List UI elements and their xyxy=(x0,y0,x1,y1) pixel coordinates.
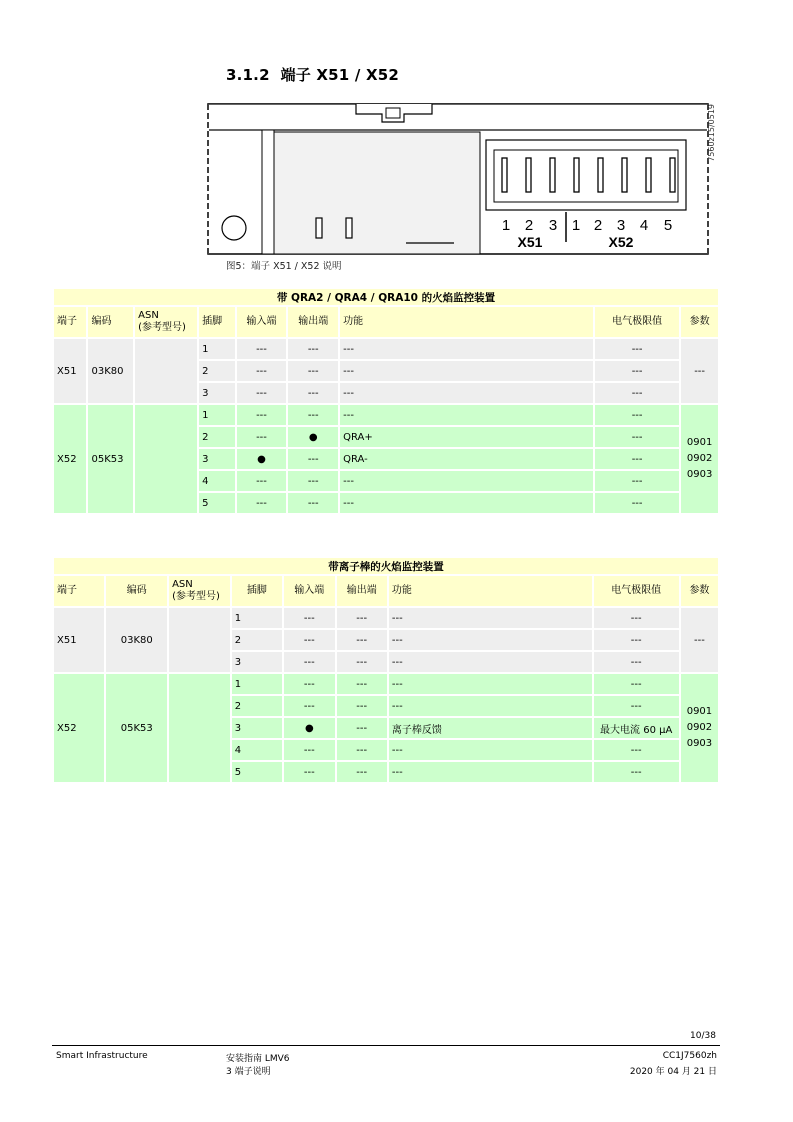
drawing-id: 7560z15/0519 xyxy=(707,104,716,162)
output-cell: --- xyxy=(337,652,387,672)
limit-cell: --- xyxy=(594,696,679,716)
output-cell: --- xyxy=(288,405,338,425)
limit-cell: --- xyxy=(595,427,679,447)
output-cell: --- xyxy=(337,740,387,760)
pin-cell: 1 xyxy=(199,339,235,359)
header-output: 输出端 xyxy=(288,307,338,337)
limit-cell: --- xyxy=(595,339,679,359)
header-function: 功能 xyxy=(340,307,593,337)
limit-cell: --- xyxy=(594,608,679,628)
pin-cell: 3 xyxy=(199,449,235,469)
pin-label: 1 xyxy=(501,217,511,234)
input-cell: --- xyxy=(237,339,287,359)
code-cell: 03K80 xyxy=(106,608,167,672)
pin-label: 4 xyxy=(639,217,649,234)
limit-cell: 最大电流 60 µA xyxy=(594,718,679,738)
function-cell: --- xyxy=(389,762,592,782)
function-cell: --- xyxy=(389,696,592,716)
table-title: 带离子棒的火焰监控装置 xyxy=(54,558,718,574)
pin-label: 3 xyxy=(548,217,558,234)
input-cell: --- xyxy=(237,361,287,381)
header-function: 功能 xyxy=(389,576,592,606)
pin-label: 2 xyxy=(593,217,603,234)
function-cell: QRA+ xyxy=(340,427,593,447)
header-pin: 插脚 xyxy=(232,576,282,606)
asn-cell xyxy=(169,674,230,782)
function-cell: --- xyxy=(389,608,592,628)
function-cell: --- xyxy=(389,630,592,650)
output-cell: --- xyxy=(337,762,387,782)
header-params: 参数 xyxy=(681,576,718,606)
input-cell: --- xyxy=(237,471,287,491)
table-header xyxy=(54,576,718,606)
input-cell: --- xyxy=(237,405,287,425)
params-cell: 0901 0902 0903 xyxy=(681,405,718,513)
function-cell: --- xyxy=(340,471,593,491)
output-cell: --- xyxy=(337,608,387,628)
pin-label: 5 xyxy=(663,217,673,234)
output-cell: --- xyxy=(288,383,338,403)
pin-cell: 1 xyxy=(232,608,282,628)
pin-cell: 5 xyxy=(199,493,235,513)
pin-label: 1 xyxy=(571,217,581,234)
function-cell: --- xyxy=(389,740,592,760)
table-title: 带 QRA2 / QRA4 / QRA10 的火焰监控装置 xyxy=(54,289,718,305)
asn-cell xyxy=(135,405,197,513)
pin-label: 2 xyxy=(524,217,534,234)
output-cell: --- xyxy=(337,696,387,716)
output-cell: --- xyxy=(337,630,387,650)
code-cell: 05K53 xyxy=(88,405,133,513)
function-cell: --- xyxy=(340,383,593,403)
output-cell: --- xyxy=(288,361,338,381)
input-cell: --- xyxy=(284,674,334,694)
terminal-cell: X51 xyxy=(54,608,104,672)
terminal-cell: X52 xyxy=(54,674,104,782)
header-code: 编码 xyxy=(106,576,167,606)
pin-cell: 2 xyxy=(199,427,235,447)
function-cell: --- xyxy=(340,361,593,381)
figure-caption: 图5：端子 X51 / X52 说明 xyxy=(226,261,342,272)
pin-cell: 2 xyxy=(232,696,282,716)
params-cell: --- xyxy=(681,339,718,403)
footer-date: 2020 年 04 月 21 日 xyxy=(629,1067,717,1077)
page-number: 10/38 xyxy=(690,1031,716,1041)
input-cell: --- xyxy=(237,493,287,513)
terminal-table-ionization xyxy=(52,556,720,784)
output-cell: --- xyxy=(288,471,338,491)
function-cell: --- xyxy=(340,405,593,425)
input-cell: --- xyxy=(237,427,287,447)
header-terminal: 端子 xyxy=(54,307,86,337)
limit-cell: --- xyxy=(594,740,679,760)
function-cell: QRA- xyxy=(340,449,593,469)
limit-cell: --- xyxy=(594,630,679,650)
limit-cell: --- xyxy=(595,449,679,469)
header-input: 输入端 xyxy=(237,307,287,337)
input-cell: --- xyxy=(237,383,287,403)
input-cell: --- xyxy=(284,740,334,760)
header-limit: 电气极限值 xyxy=(594,576,679,606)
footer-doc-title: 安装指南 LMV6 xyxy=(226,1054,290,1064)
function-cell: --- xyxy=(340,493,593,513)
connector-x51-label: X51 xyxy=(517,234,543,250)
table-row xyxy=(54,339,718,359)
function-cell: 离子棒反馈 xyxy=(389,718,592,738)
function-cell: --- xyxy=(389,652,592,672)
pin-cell: 3 xyxy=(199,383,235,403)
table-header xyxy=(54,307,718,337)
pin-cell: 1 xyxy=(232,674,282,694)
limit-cell: --- xyxy=(594,652,679,672)
header-params: 参数 xyxy=(681,307,718,337)
table-row xyxy=(54,608,718,628)
pin-cell: 2 xyxy=(232,630,282,650)
input-cell: --- xyxy=(284,608,334,628)
footer-company: Smart Infrastructure xyxy=(56,1051,148,1061)
output-cell: --- xyxy=(337,718,387,738)
asn-cell xyxy=(135,339,197,403)
header-output: 输出端 xyxy=(337,576,387,606)
limit-cell: --- xyxy=(595,383,679,403)
limit-cell: --- xyxy=(595,405,679,425)
asn-cell xyxy=(169,608,230,672)
function-cell: --- xyxy=(340,339,593,359)
header-input: 输入端 xyxy=(284,576,334,606)
output-cell: --- xyxy=(288,493,338,513)
table-row xyxy=(54,674,718,694)
limit-cell: --- xyxy=(594,674,679,694)
pin-cell: 4 xyxy=(232,740,282,760)
pin-cell: 2 xyxy=(199,361,235,381)
input-cell: --- xyxy=(284,696,334,716)
terminal-cell: X51 xyxy=(54,339,86,403)
pin-cell: 5 xyxy=(232,762,282,782)
pin-cell: 4 xyxy=(199,471,235,491)
limit-cell: --- xyxy=(595,361,679,381)
pin-cell: 3 xyxy=(232,718,282,738)
input-cell: --- xyxy=(284,762,334,782)
pin-cell: 1 xyxy=(199,405,235,425)
pin-label: 3 xyxy=(616,217,626,234)
output-cell: --- xyxy=(288,449,338,469)
output-cell: ● xyxy=(288,427,338,447)
limit-cell: --- xyxy=(595,493,679,513)
input-cell: --- xyxy=(284,652,334,672)
input-cell: --- xyxy=(284,630,334,650)
pin-cell: 3 xyxy=(232,652,282,672)
header-asn: ASN (参考型号) xyxy=(169,576,230,606)
terminal-cell: X52 xyxy=(54,405,86,513)
limit-cell: --- xyxy=(594,762,679,782)
header-pin: 插脚 xyxy=(199,307,235,337)
section-heading xyxy=(226,64,399,85)
output-cell: --- xyxy=(288,339,338,359)
header-terminal: 端子 xyxy=(54,576,104,606)
terminal-table-qra xyxy=(52,287,720,515)
header-asn: ASN (参考型号) xyxy=(135,307,197,337)
footer-chapter: 3 端子说明 xyxy=(226,1067,271,1077)
footer-divider xyxy=(52,1045,720,1046)
output-cell: --- xyxy=(337,674,387,694)
section-number: 3.1.2 xyxy=(226,66,270,84)
params-cell: 0901 0902 0903 xyxy=(681,674,718,782)
input-cell: ● xyxy=(284,718,334,738)
footer-doc-code: CC1J7560zh xyxy=(662,1051,717,1061)
section-title: 端子 X51 / X52 xyxy=(280,66,400,84)
connector-x52-label: X52 xyxy=(608,234,634,250)
code-cell: 03K80 xyxy=(88,339,133,403)
input-cell: ● xyxy=(237,449,287,469)
code-cell: 05K53 xyxy=(106,674,167,782)
table-row xyxy=(54,405,718,425)
header-code: 编码 xyxy=(88,307,133,337)
terminal-diagram xyxy=(206,100,710,256)
function-cell: --- xyxy=(389,674,592,694)
params-cell: --- xyxy=(681,608,718,672)
limit-cell: --- xyxy=(595,471,679,491)
header-limit: 电气极限值 xyxy=(595,307,679,337)
